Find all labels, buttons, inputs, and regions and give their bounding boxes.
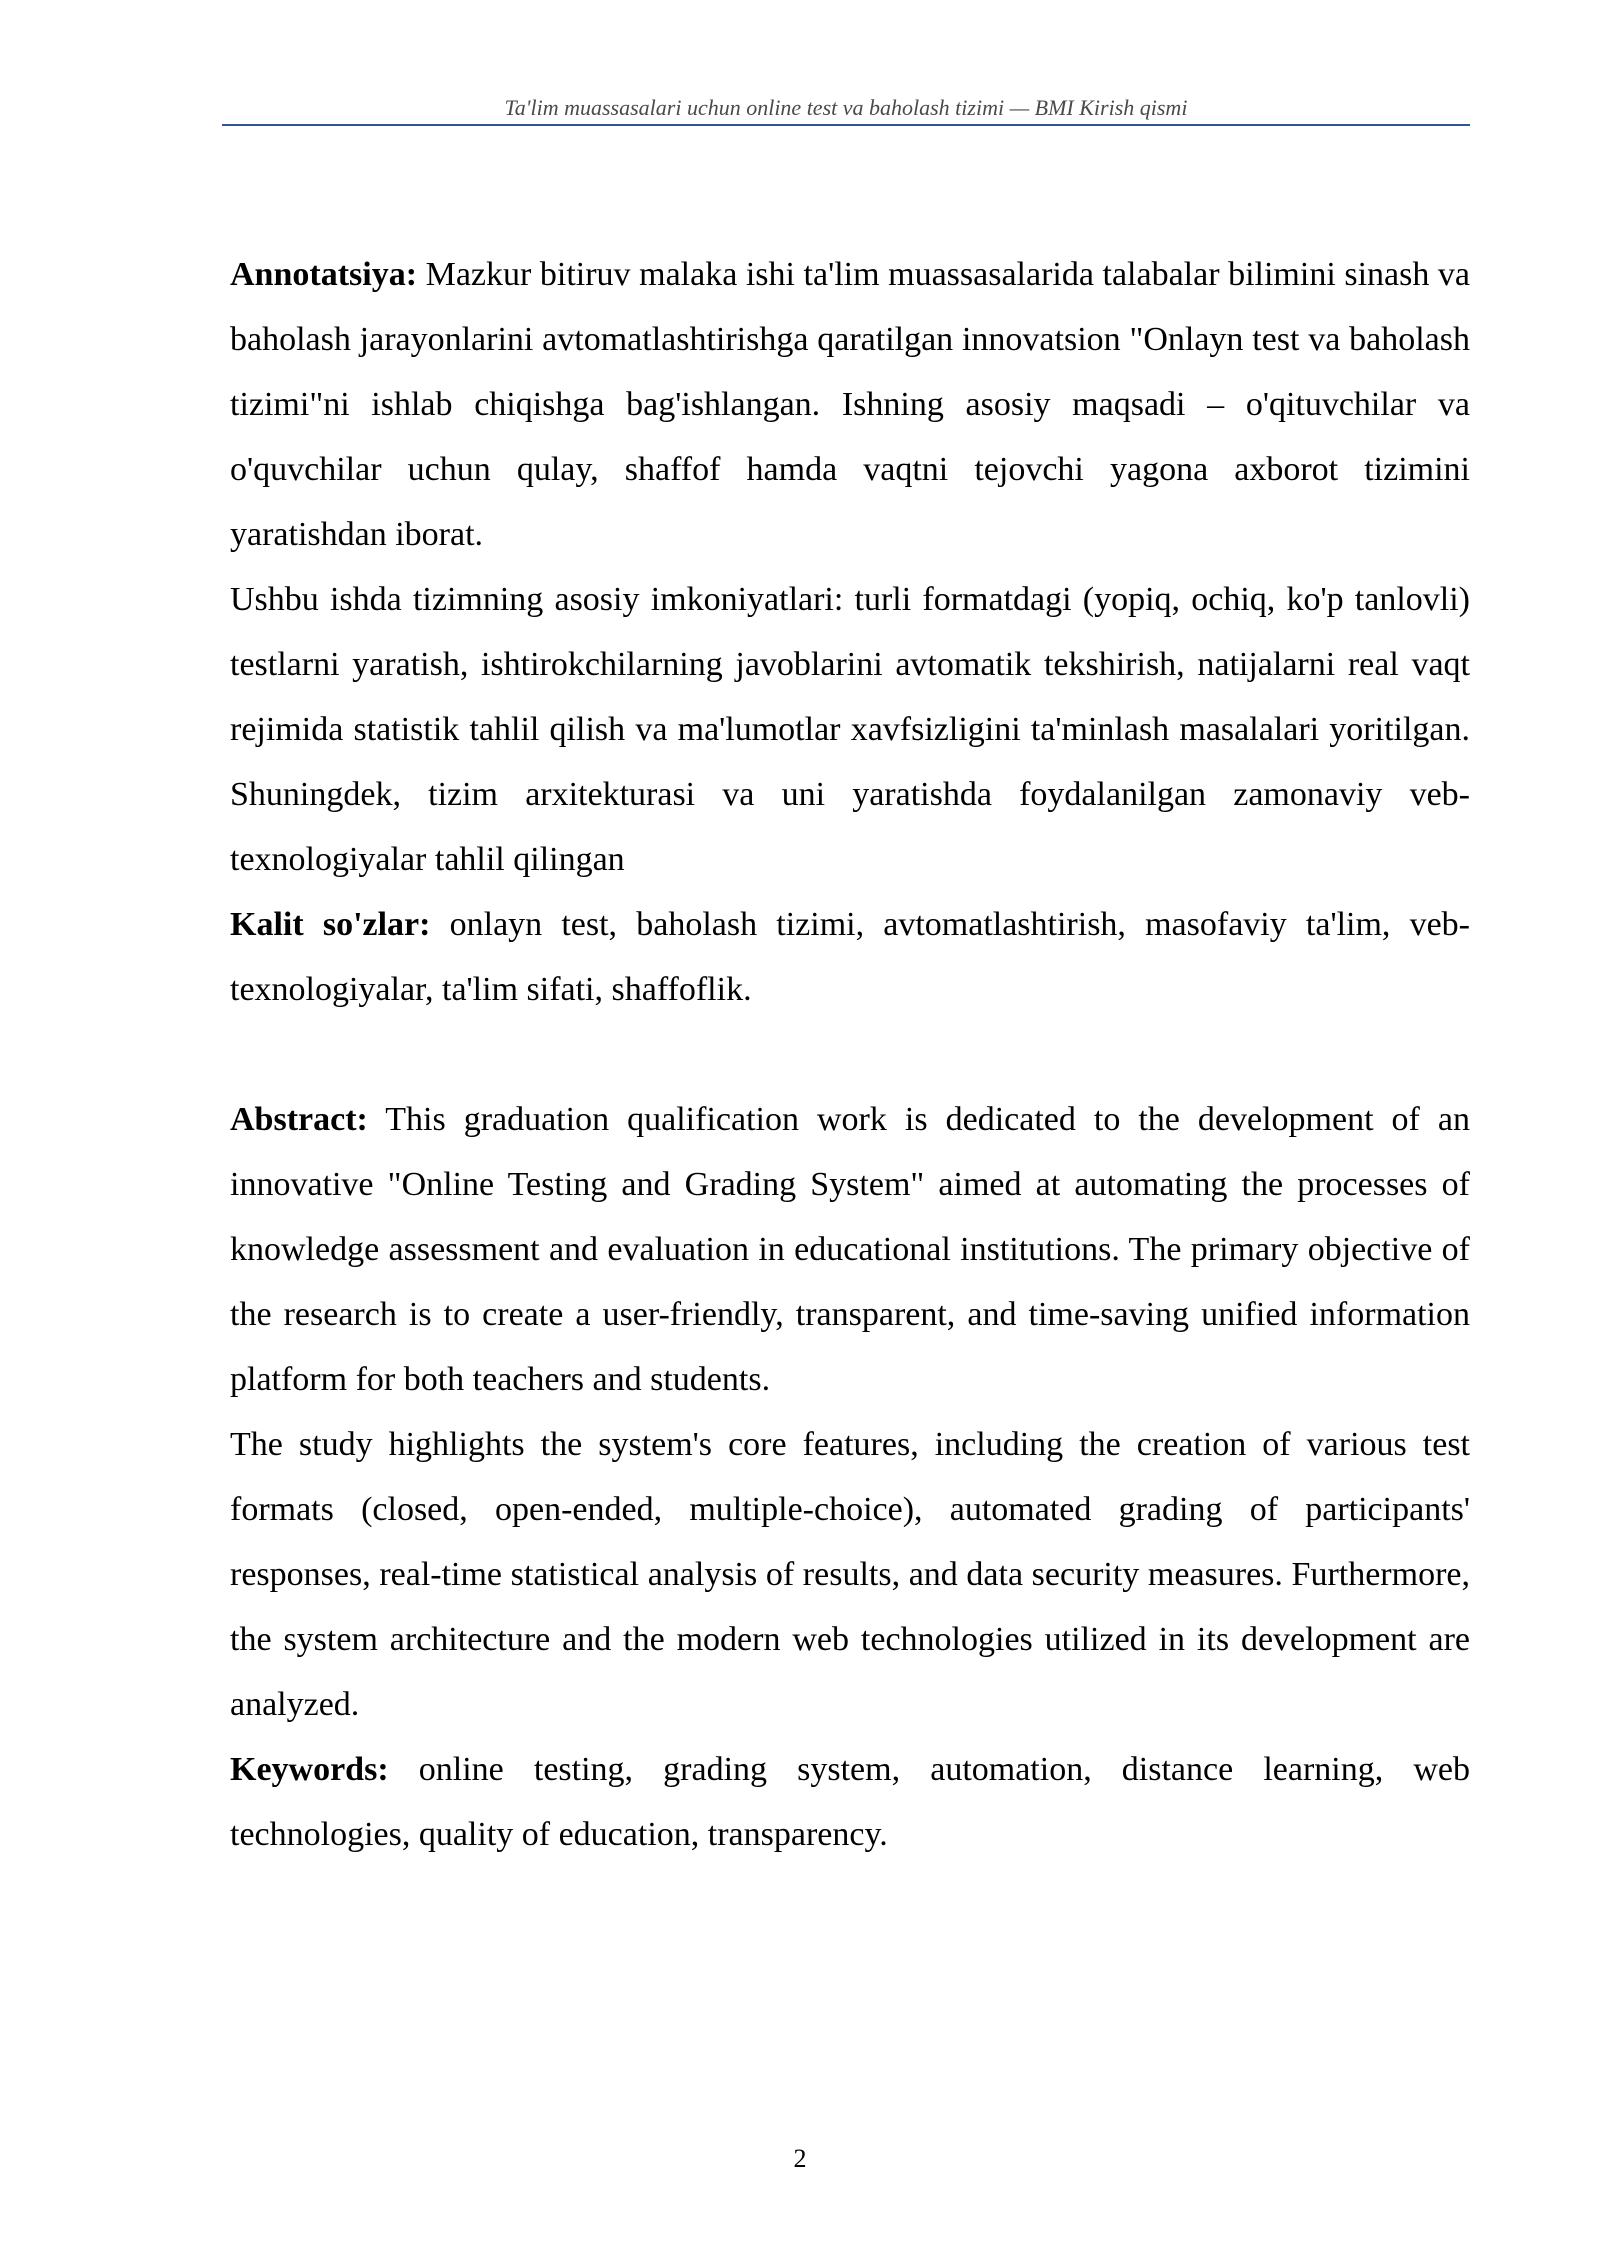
running-header: Ta'lim muassasalari uchun online test va baholash tizimi — BMI Kirish qismi xyxy=(504,95,1188,120)
annotation-label: Annotatsiya: xyxy=(230,256,418,293)
annotation-keywords-text: onlayn test, baholash tizimi, avtomatlashtirish, masofaviy ta'lim, veb-texnologiyalar, ta'lim sifati, shaffoflik. xyxy=(230,906,1470,1008)
abstract-keywords xyxy=(230,1737,1470,1867)
document-body xyxy=(230,242,1470,1867)
annotation-keywords-label: Kalit so'zlar: xyxy=(230,906,431,943)
abstract-keywords-label: Keywords: xyxy=(230,1751,389,1788)
abstract-paragraph-2: The study highlights the system's core features, including the creation of various test formats (closed, open-ended, multiple-choice), automated grading of participants' responses, real-time statistical analysis of results, and data security measures. Furthermore, the system architecture and the modern web technologies utilized in its development are analyzed. xyxy=(230,1426,1470,1723)
header-divider xyxy=(222,124,1470,126)
annotation-paragraph-1 xyxy=(230,242,1470,567)
annotation-text-1: Mazkur bitiruv malaka ishi ta'lim muassasalarida talabalar bilimini sinash va baholash jarayonlarini avtomatlashtirishga qaratilgan innovatsion "Onlayn test va baholash tizimi"ni ishlab chiqishga bag'ishlangan. Ishning asosiy maqsadi – o'qituvchilar va o'quvchilar uchun qulay, shaffof hamda vaqtni tejovchi yagona axborot tizimini yaratishdan iborat. xyxy=(230,256,1470,553)
abstract-text-1: This graduation qualification work is dedicated to the development of an innovative "Online Testing and Grading System" aimed at automating the processes of knowledge assessment and evaluation in educational institutions. The primary objective of the research is to create a user-friendly, transparent, and time-saving unified information platform for both teachers and students. xyxy=(230,1101,1470,1398)
abstract-keywords-text: online testing, grading system, automation, distance learning, web technologies, quality of education, transparency. xyxy=(230,1751,1470,1853)
annotation-paragraph-2: Ushbu ishda tizimning asosiy imkoniyatlari: turli formatdagi (yopiq, ochiq, ko'p tanlovli) testlarni yaratish, ishtirokchilarning javoblarini avtomatik tekshirish, natijalarni real vaqt rejimida statistik tahlil qilish va ma'lumotlar xavfsizligini ta'minlash masalalari yoritilgan. Shuningdek, tizim arxitekturasi va uni yaratishda foydalanilgan zamonaviy veb-texnologiyalar tahlil qilingan xyxy=(230,581,1470,878)
annotation-keywords xyxy=(230,892,1470,1022)
abstract-paragraph-1 xyxy=(230,1087,1470,1412)
page-number: 2 xyxy=(793,2144,807,2173)
section-spacer xyxy=(230,1022,1470,1087)
abstract-label: Abstract: xyxy=(230,1101,368,1138)
